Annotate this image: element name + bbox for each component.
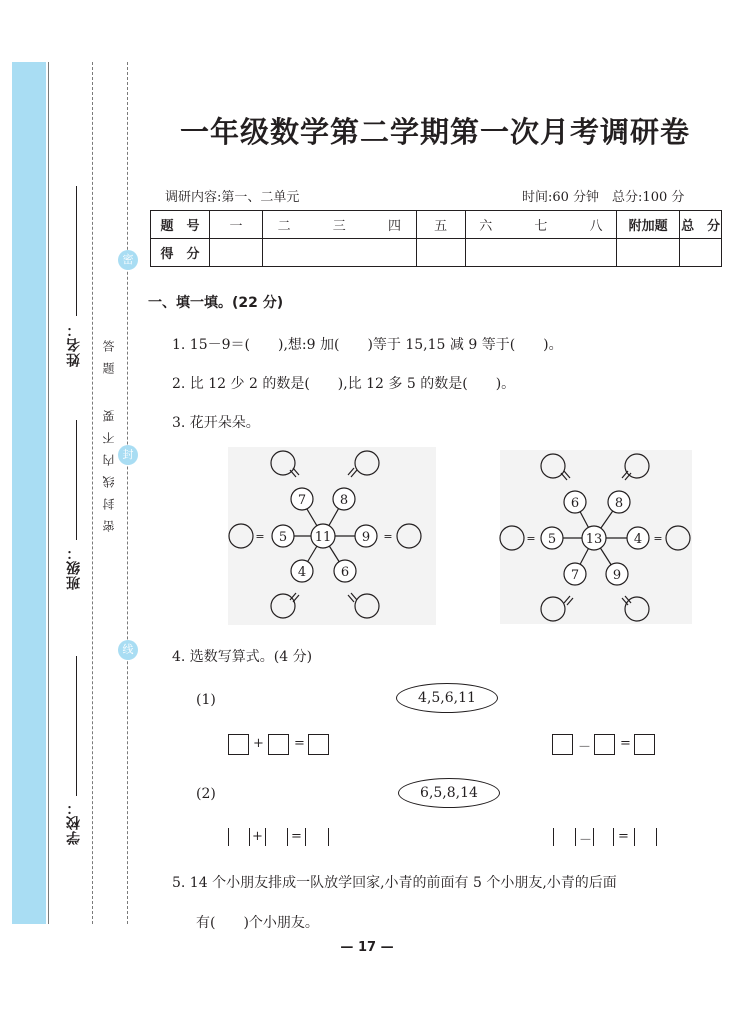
score-cell[interactable] [680,239,722,267]
table-header-cell [263,211,417,239]
subquestion-label: (1) [196,692,216,708]
petal-value: 6 [340,565,350,580]
table-header-cell: 五 [416,211,465,239]
petal-value: 4 [297,565,307,580]
binding-line [48,62,49,924]
petal-value: 7 [297,493,307,508]
answer-slot-edge [287,828,288,846]
petal-value: 8 [614,496,624,511]
answer-box[interactable] [634,734,655,755]
petal-value: 4 [633,532,643,547]
school-fill-line [76,656,77,796]
flower-diagram-1 [220,445,425,625]
score-cell[interactable] [263,239,417,267]
table-header-cell [465,211,617,239]
minus-sign: － [579,833,593,848]
number-set: 4,5,6,11 [396,683,498,713]
header-2: 二 [277,219,291,234]
answer-slot-edge [656,828,657,846]
answer-box[interactable] [594,734,615,755]
table-row-label: 得 分 [151,239,210,267]
petal-value: 5 [278,530,288,545]
score-table [150,210,722,267]
number-set: 6,5,8,14 [398,778,500,808]
question-5-continued: 有( )个小朋友。 [196,915,319,931]
warning-text: 密封线内不要 [102,400,116,532]
subquestion-label: (2) [196,786,216,802]
answer-slot-edge [249,828,250,846]
petal-value: 9 [361,530,371,545]
header-8: 八 [589,219,603,234]
equals-sign: = [618,829,629,844]
answer-slot-edge [265,828,266,846]
header-6: 六 [479,219,493,234]
table-row [151,239,722,267]
page-title: 一年级数学第二学期第一次月考调研卷 [179,115,690,149]
equals-sign: = [526,532,536,545]
equals-sign: = [383,530,393,543]
question-4: 4. 选数写算式。(4 分) [172,649,313,665]
question-3: 3. 花开朵朵。 [172,415,260,431]
score-cell[interactable] [465,239,617,267]
answer-box[interactable] [268,734,289,755]
table-header-cell: 附加题 [617,211,680,239]
flower-center: 11 [314,530,332,545]
answer-box[interactable] [308,734,329,755]
section-title: 一、填一填。(22 分) [148,295,284,311]
binding-dashed-line [92,62,93,924]
plus-sign: + [253,736,264,751]
question-5: 5. 14 个小朋友排成一队放学回家,小青的前面有 5 个小朋友,小青的后面 [172,875,617,891]
flower-diagram-2 [495,447,695,627]
header-7: 七 [534,219,548,234]
score-cell[interactable] [617,239,680,267]
equals-sign: = [653,532,663,545]
class-fill-line [76,420,77,540]
answer-slot-edge [613,828,614,846]
name-label: 姓名： [66,322,82,367]
table-header-cell: 题 号 [151,211,210,239]
plus-sign: + [252,829,263,844]
seal-mark: 密 [118,250,138,270]
header-3: 三 [332,219,346,234]
answer-slot-edge [593,828,594,846]
answer-slot-edge [328,828,329,846]
table-header-cell: 总 分 [680,211,722,239]
time-score: 时间:60 分钟 总分:100 分 [522,190,685,205]
answer-box[interactable] [552,734,573,755]
answer-slot-edge [575,828,576,846]
petal-value: 6 [570,496,580,511]
equals-sign: = [294,736,305,751]
petal-value: 8 [339,493,349,508]
equals-sign: = [620,736,631,751]
answer-slot-edge [553,828,554,846]
table-header-cell: 一 [210,211,263,239]
school-label: 学校： [66,800,82,845]
equals-sign: = [291,829,302,844]
class-label: 班级： [66,545,82,590]
binding-dashed-line [127,62,128,924]
equals-sign: = [255,530,265,543]
seal-mark: 线 [118,640,138,660]
header-4: 四 [387,219,401,234]
warning-text-top: 答题 [101,340,115,384]
seal-mark: 封 [118,445,138,465]
score-cell[interactable] [210,239,263,267]
answer-slot-edge [228,828,229,846]
petal-value: 7 [570,568,580,583]
answer-slot-edge [634,828,635,846]
answer-slot-edge [305,828,306,846]
flower-center: 13 [585,532,603,547]
petal-value: 5 [547,532,557,547]
binding-strip [12,62,46,924]
minus-sign: － [578,740,592,755]
question-2: 2. 比 12 少 2 的数是( ),比 12 多 5 的数是( )。 [172,376,516,392]
content-scope: 调研内容:第一、二单元 [165,190,300,205]
table-row [151,211,722,239]
answer-box[interactable] [228,734,249,755]
petal-value: 9 [612,568,622,583]
page-number: — 17 — [340,940,394,955]
question-1: 1. 15－9＝( ),想:9 加( )等于 15,15 减 9 等于( )。 [172,337,563,353]
score-cell[interactable] [416,239,465,267]
name-fill-line [76,186,77,316]
